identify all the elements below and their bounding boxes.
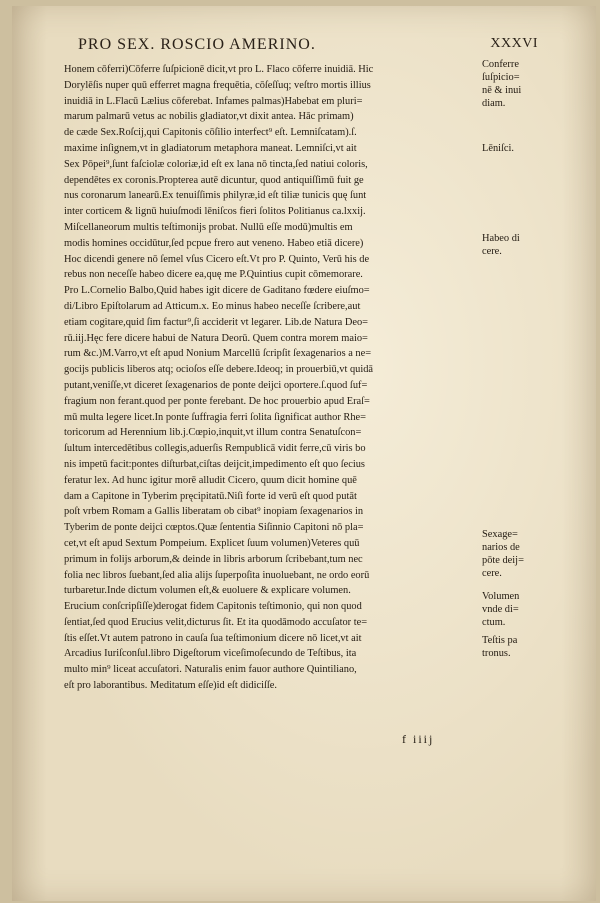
margin-note-line: Habeo di (482, 233, 520, 244)
text-line: toricorum ad Herennium lib.j.Cœpio,inquit,vt illum contra Senatuſcon= (64, 427, 362, 439)
margin-note-line: Sexage= (482, 529, 518, 540)
margin-note (482, 528, 524, 580)
text-line: turbaretur.Inde dictum volumen eſt,& euoluere & explicare volumen. (64, 585, 351, 597)
text-line: rū.iij.Hęc fere dicere habui de Natura Deorū. Quem contra morem maio= (64, 332, 368, 344)
text-line: rum &c.)M.Varro,vt eſt apud Nonium Marcellū ſcripſit ſexagenarios a ne= (64, 348, 372, 360)
text-line: etiam cogitare,quid ſim factur⁹,ſi acciderit vt legarer. Lib.de Natura Deo= (64, 316, 369, 328)
text-line: Honem cōferri)Cōferre ſuſpicionē dicit,vt pro L. Flaco cōferre inuidiā. Hic (64, 64, 374, 75)
margin-note (482, 634, 517, 660)
margin-note-line: diam. (482, 98, 506, 109)
text-line: primum in folijs arborum,& deinde in libris arborum ſcribebant,tum nec (64, 553, 363, 565)
text-line: cet,vt eſt apud Sextum Pompeium. Explicet ſuum volumen)Veteres quū (64, 537, 360, 549)
margin-note-line: pōte deij= (482, 555, 524, 566)
text-line: rebus non neceſſe habeo dicere ea,quę me P.Quintius cupit cōmemorare. (64, 269, 363, 281)
text-line: nus coronarum lanearū.Ex tenuiſſimis philyræ,id eſt tiliæ tunicis quę ſunt (64, 190, 367, 202)
text-line: inuidiā in L.Flacū Lælius cōferebat. Infames palmas)Habebat em pluri= (64, 95, 363, 107)
text-line: Sex Pōpei⁹,ſunt faſciolæ coloriæ,id eſt ex lana nō tincta,ſed natiui coloris, (64, 158, 368, 170)
text-line: dam a Capitone in Tyberim pręcipitatū.Niſi forte id verū eſt quod putāt (64, 490, 357, 502)
text-line: eſt pro laborantibus. Meditatum eſſe)id eſt didiciſſe. (64, 680, 277, 692)
text-line: ſultum intercedētibus collegis,aduerſis Rempublicā vidit ferre,cū viris bo (64, 443, 366, 455)
running-title: PRO SEX. ROSCIO AMERINO. (78, 36, 316, 53)
running-head (78, 36, 538, 54)
text-line: mū multa legere licet.In ponte ſuffragia ferri ſolita ſignificat author Rhe= (64, 411, 366, 423)
text-line: Pro L.Cornelio Balbo,Quid habes igit dicere de Gaditano fœdere eiuſmo= (64, 285, 370, 297)
text-line: folia nec libros ſuebant,ſed alia alijs ſuperpoſita inuoluebant, ne ordo eorū (64, 569, 370, 581)
text-line: modis homines occidūtur,ſed pcpue frero aut veneno. Habeo etiā dicere) (64, 237, 364, 249)
text-line: putant,veniſſe,vt diceret ſexagenarios de ponte deijci oportere.ſ.quod ſuf= (64, 379, 368, 391)
margin-note-line: narios de (482, 542, 520, 553)
margin-note-line: cere. (482, 246, 502, 257)
margin-note (482, 142, 514, 155)
margin-note-line: Lēniſci. (482, 143, 515, 154)
text-line: ſtis eſſet.Vt autem patrono in cauſa ſua teſtimonium dicere nō licet,vt ait (64, 632, 362, 644)
text-line: Hoc dicendi genere nō ſemel vſus Cicero eſt.Vt pro P. Quinto, Verū his de (64, 253, 370, 265)
text-line: Dorylēſis nuper quū efferret magna frequētia, cōſeſſuq; veſtro mortis illius (64, 79, 371, 91)
text-line: poſt vrbem Romam a Gallis liberatam ob cibat⁹ inopiam ſexagenarios in (64, 506, 364, 518)
text-line: Miſcellaneorum multis teſtimonijs probat. Nullū eſſe modū)multis em (64, 221, 353, 233)
margin-note-line: nē & inui (482, 85, 522, 96)
margin-note-line: Conferre (482, 59, 519, 70)
signature-mark: f iiij (402, 732, 435, 746)
margin-note-line: ſuſpicio= (482, 72, 520, 83)
text-line: inter corticem & lignū huiuſmodi lēniſcos fieri ſolitos Politianus ca.lxxij. (64, 206, 366, 218)
margin-note-line: vnde di= (482, 604, 519, 615)
text-line: fragium non ferant.quod per ponte ferebant. De hoc prouerbio apud Eraſ= (64, 395, 370, 407)
text-line: marum palmarū vetus ac nobilis gladiator,vt dixit antea. Hāc primam) (64, 111, 354, 123)
margin-note-line: ctum. (482, 617, 506, 628)
margin-note-line: Teſtis pa (482, 635, 518, 646)
text-line: de cæde Sex.Roſcij,qui Capitonis cōſilio interfect⁹ eſt. Lemniſcatam).ſ. (64, 127, 357, 139)
text-line: Arcadius Iuriſconſul.libro Digeſtorum viceſimoſecundo de Teſtibus, ita (64, 648, 357, 660)
margin-note-line: tronus. (482, 648, 511, 659)
text-line: ſentiat,ſed quod Erucius velit,dicturus ſit. Et ita quodāmodo accuſator te= (64, 616, 368, 628)
text-line: di/Libro Epiſtolarum ad Atticum.x. Eo minus habeo neceſſe ſcribere,aut (64, 300, 361, 312)
folio-number: XXXVI (490, 36, 538, 51)
text-line: multo min⁹ liceat accuſatori. Naturalis enim fauor authore Quintiliano, (64, 664, 357, 676)
text-line: feratur lex. Ad hunc igitur morē alludit Cicero, quum dicit homine quē (64, 474, 357, 486)
book-page (12, 6, 596, 901)
margin-note (482, 58, 521, 110)
text-line: Erucium conſcripſiſſe)derogat fidem Capitonis teſtimonio, qui non quod (64, 601, 362, 613)
commentary-text (64, 62, 476, 694)
text-line: gocijs publicis liberos atq; ocioſos eſſe debere.Ideoq; in prouerbiū,vt quidā (64, 364, 374, 376)
margin-note (482, 232, 520, 258)
text-line: nis impetū facit:pontes diſturbat,ciſtas deijcit,impedimento eſt quo ſecius (64, 458, 365, 470)
margin-note-line: cere. (482, 568, 502, 579)
margin-note-line: Volumen (482, 591, 520, 602)
text-line: Tyberim de ponte deijci cœptos.Quæ ſententia Siſinnio Capitoni nō pla= (64, 522, 364, 534)
text-line: dependētes ex coronis.Propterea autē dicuntur, quod antiquiſſimū fuit ge (64, 174, 364, 186)
margin-note (482, 590, 519, 629)
text-line: maxime inſignem,vt in gladiatorum metaphora maneat. Lemniſci,vt ait (64, 142, 357, 154)
